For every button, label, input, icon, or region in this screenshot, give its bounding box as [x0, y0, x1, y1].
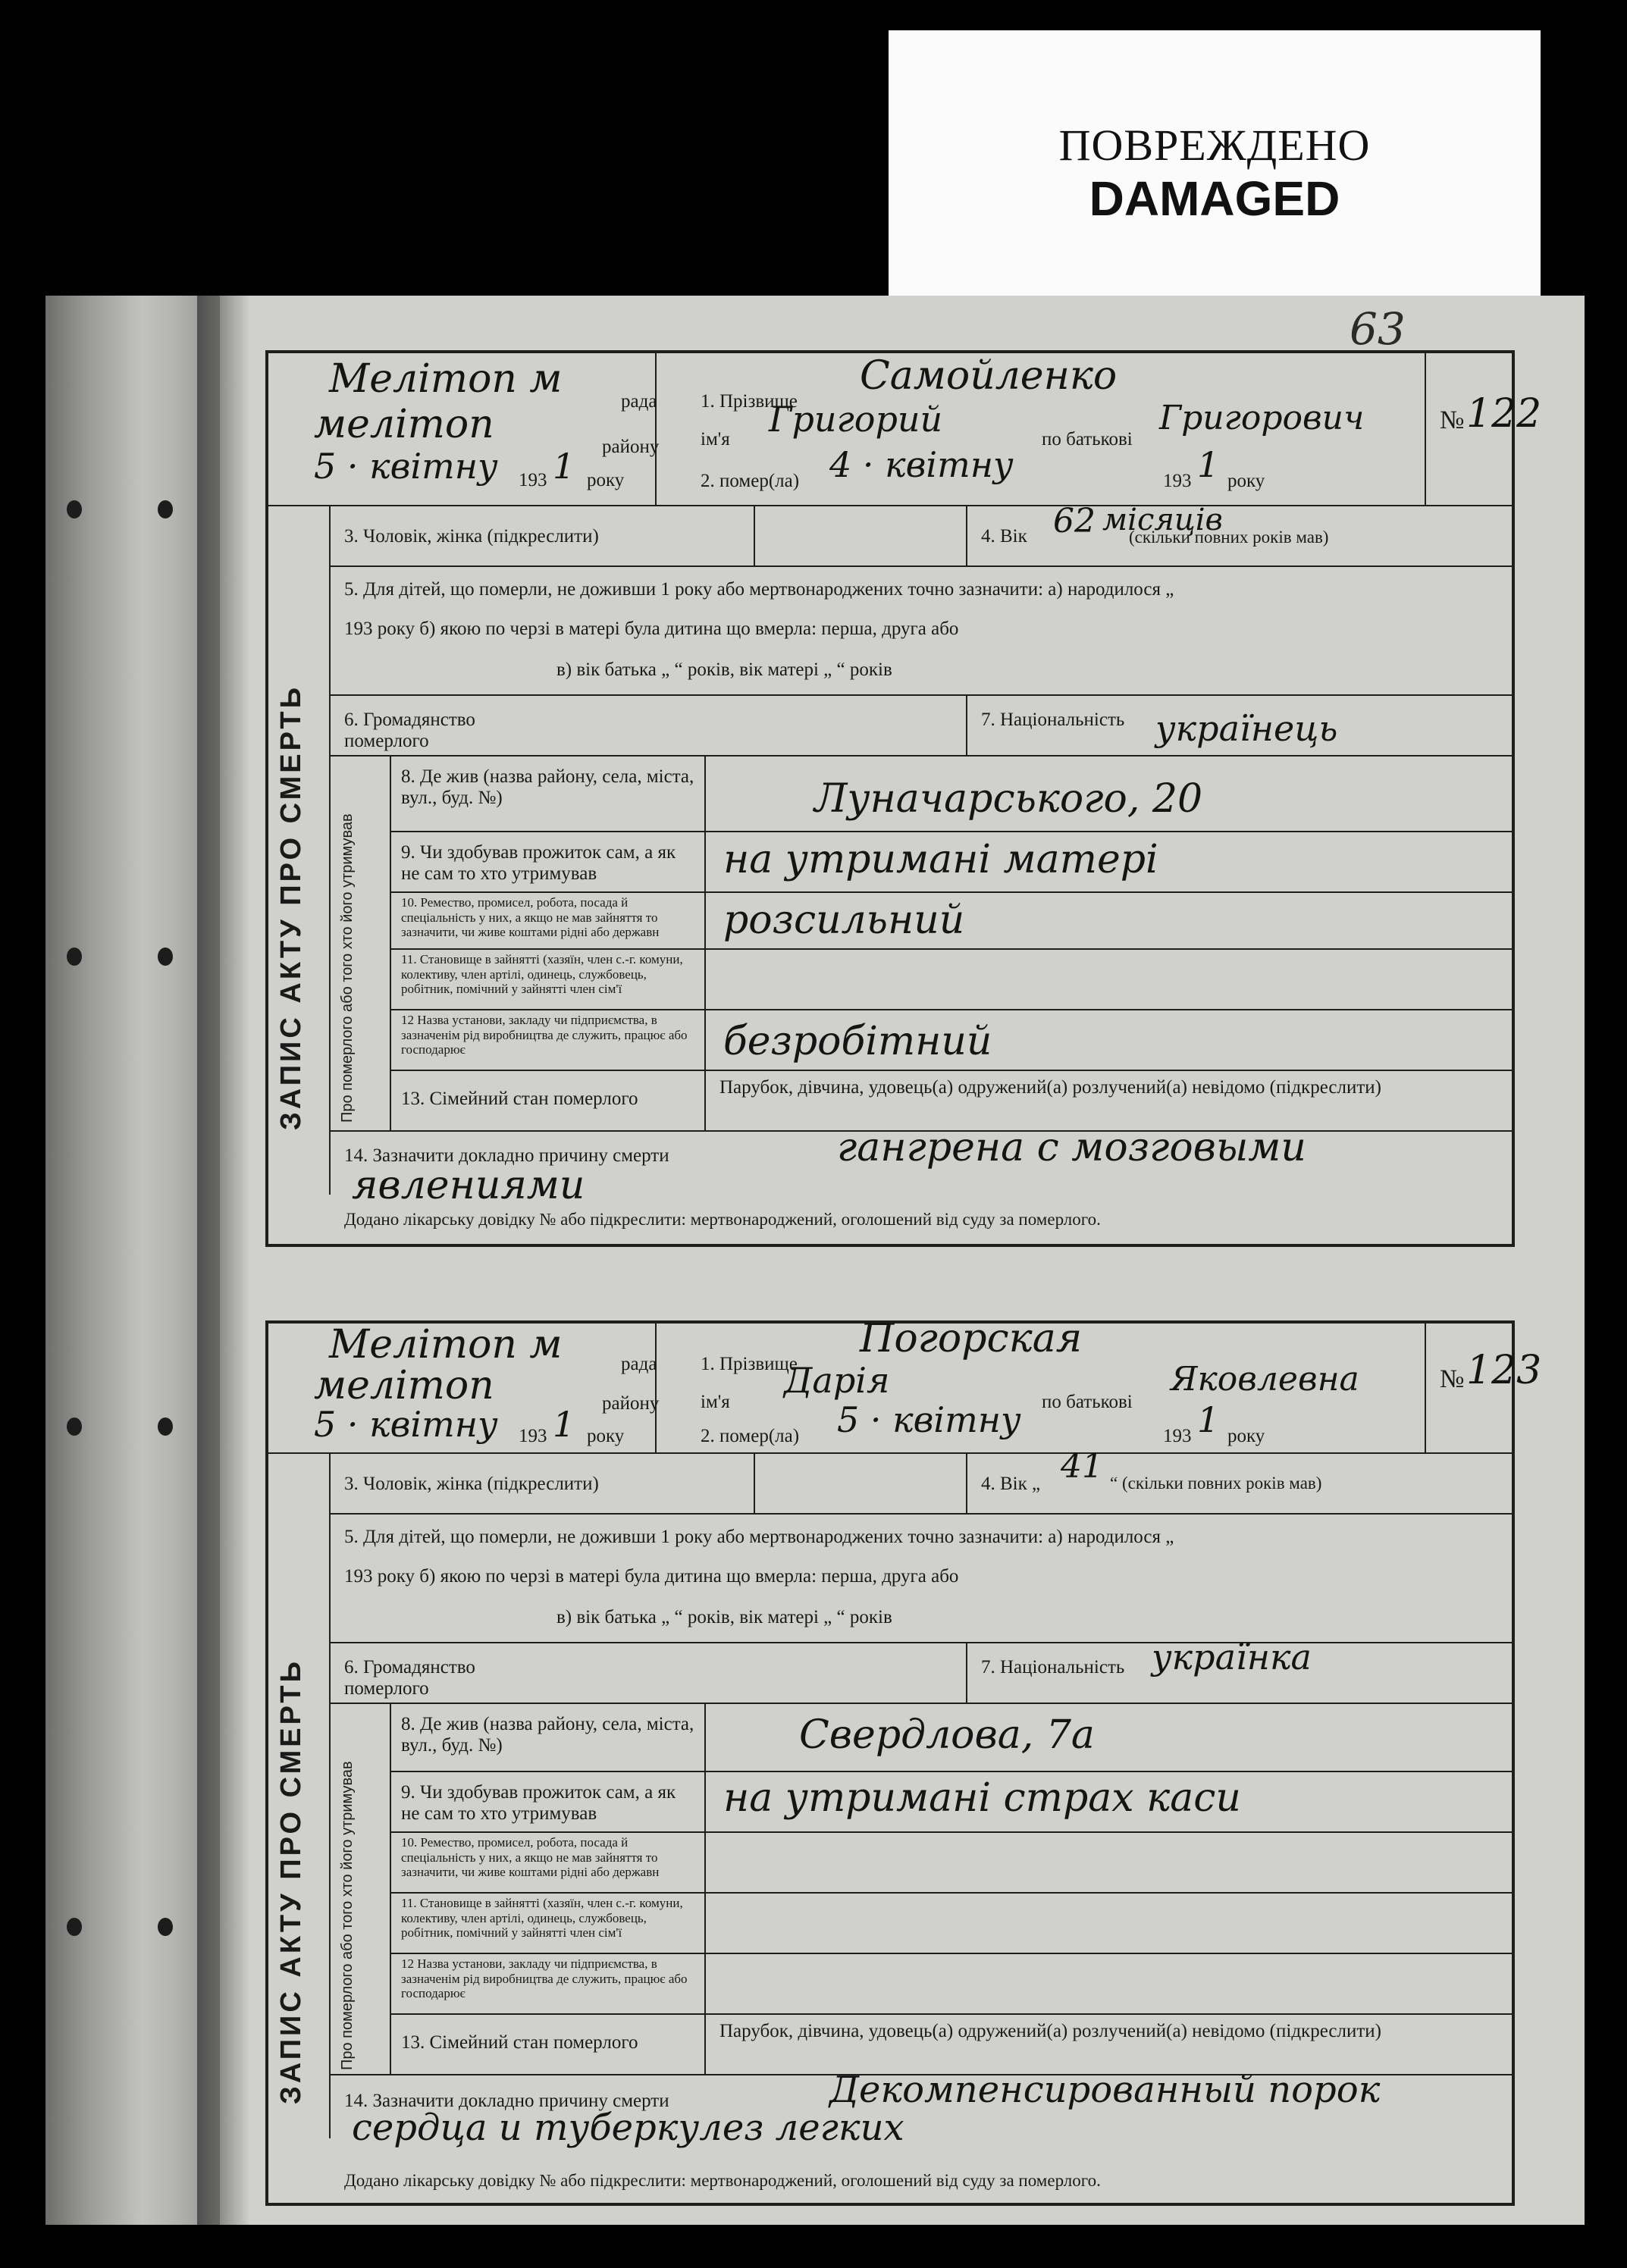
- death-date-label: 2. помер(ла): [701, 1426, 800, 1446]
- age-extra: місяців: [1102, 503, 1223, 537]
- nationality-value: українка: [1152, 1637, 1312, 1678]
- rayonu-value: мелітоп: [314, 402, 494, 447]
- rada-label: рада: [621, 391, 657, 412]
- surname-value: Погорская: [860, 1316, 1083, 1361]
- patronymic-value: Григорович: [1159, 399, 1365, 437]
- patronymic-label: по батькові: [1042, 1392, 1133, 1412]
- occupation-label: 10. Ремество, промисел, робота, посада й спеціальність у них, а якщо не мав зайняття то зазначити, чи живе коштами рідні або державн: [401, 895, 660, 940]
- workplace-label: 12 Назва установи, закладу чи підприємства, в зазначенім рід виробництва де служить, працює або господарює: [401, 1956, 688, 2001]
- field-infants-1: 5. Для дітей, що померли, не доживши 1 року або мертвонароджених точно зазначити: а) народилося „: [344, 579, 1174, 600]
- document-page: [45, 296, 1585, 2225]
- record-subtitle: Про померлого або того хто його утримував: [339, 1761, 356, 2070]
- number-label: №: [1440, 406, 1465, 434]
- death-year-digit: 1: [1197, 1399, 1220, 1440]
- age-suffix: (скільки повних років мав): [1129, 528, 1329, 547]
- name-label: ім'я: [701, 1392, 730, 1412]
- record-year-prefix: 193: [519, 1426, 547, 1446]
- cause-value-1: гангрена с мозговыми: [837, 1125, 1306, 1170]
- number-label: №: [1440, 1365, 1465, 1393]
- binding-hole: [158, 1918, 173, 1936]
- surname-label: 1. Прізвище: [701, 391, 798, 412]
- name-value: Григорий: [769, 399, 943, 440]
- rayonu-value: мелітоп: [314, 1363, 494, 1408]
- surname-value: Самойленко: [860, 353, 1118, 399]
- binding-hole: [158, 500, 173, 518]
- age-label: 4. Вік „: [981, 1474, 1041, 1494]
- residence-label: 8. Де жив (назва району, села, міста, вул., буд. №): [401, 766, 694, 808]
- field-infants-1: 5. Для дітей, що померли, не доживши 1 року або мертвонароджених точно зазначити: а) народилося „: [344, 1527, 1174, 1547]
- nationality-label: 7. Національність: [981, 1657, 1125, 1678]
- residence-value: Свердлова, 7а: [799, 1712, 1095, 1758]
- binding-hole: [67, 500, 82, 518]
- livelihood-label: 9. Чи здобував прожиток сам, а як не сам то хто утримував: [401, 1782, 676, 1824]
- folio-number: 63: [1350, 303, 1406, 355]
- binding-hole: [67, 948, 82, 966]
- death-year-prefix: 193: [1163, 471, 1192, 491]
- age-value: 62: [1053, 502, 1096, 540]
- binding-hole: [67, 1918, 82, 1936]
- death-record-form: [265, 350, 1542, 1247]
- rada-label: рада: [621, 1354, 657, 1374]
- record-year-digit: 1: [553, 1404, 575, 1445]
- field-infants-3: в) вік батька „ “ років, вік матері „ “ років: [556, 1607, 892, 1627]
- death-date-value: 4 · квітну: [829, 444, 1014, 485]
- record-number: 123: [1466, 1348, 1542, 1393]
- footer-note: Додано лікарську довідку № або підкреслити: мертвонароджений, оголошений від суду за померлого.: [344, 1210, 1101, 1229]
- record-title: ЗАПИС АКТУ ПРО СМЕРТЬ: [275, 684, 307, 1130]
- binding-hole: [67, 1418, 82, 1436]
- damaged-label-ua: ПОВРЕЖДЕНО: [1058, 121, 1371, 170]
- record-date-value: 5 · квітну: [314, 446, 498, 487]
- record-year-prefix: 193: [519, 470, 547, 490]
- binding-hole: [158, 1418, 173, 1436]
- field-sex: 3. Чоловік, жінка (підкреслити): [344, 526, 599, 547]
- record-subtitle: Про померлого або того хто його утримував: [339, 813, 356, 1123]
- age-label: 4. Вік: [981, 526, 1027, 547]
- marital-options: Парубок, дівчина, удовець(а) одружений(а) розлучений(а) невідомо (підкреслити): [719, 2021, 1381, 2041]
- cause-value-1: Декомпенсированный порок: [829, 2069, 1381, 2111]
- age-value: 41: [1061, 1447, 1103, 1486]
- cause-label: 14. Зазначити докладно причину смерти: [344, 1145, 669, 1166]
- patronymic-value: Яковлевна: [1171, 1360, 1359, 1399]
- occupation-label: 10. Ремество, промисел, робота, посада й спеціальність у них, а якщо не мав зайняття то зазначити, чи живе коштами рідні або державн: [401, 1835, 660, 1880]
- field-sex: 3. Чоловік, жінка (підкреслити): [344, 1474, 599, 1494]
- citizenship-label: 6. Громадянство померлого: [344, 1657, 475, 1699]
- livelihood-value: на утримані страх каси: [723, 1775, 1241, 1821]
- field-infants-3: в) вік батька „ “ років, вік матері „ “ років: [556, 659, 892, 680]
- nationality-label: 7. Національність: [981, 710, 1125, 730]
- surname-label: 1. Прізвище: [701, 1354, 798, 1374]
- cause-value-2: сердца и туберкулез легких: [352, 2107, 904, 2149]
- workplace-label: 12 Назва установи, закладу чи підприємства, в зазначенім рід виробництва де служить, працює або господарює: [401, 1013, 688, 1057]
- livelihood-value: на утримані матері: [723, 837, 1158, 882]
- death-record-form: [265, 1316, 1542, 2206]
- age-suffix: “ (скільки повних років мав): [1110, 1474, 1322, 1493]
- death-date-value: 5 · квітну: [837, 1399, 1021, 1440]
- rada-value: Мелітоп м: [329, 1322, 563, 1367]
- occupation-value: розсильний: [723, 897, 965, 943]
- death-year-suffix: року: [1227, 471, 1265, 491]
- death-year-digit: 1: [1197, 444, 1220, 485]
- residence-label: 8. Де жив (назва району, села, міста, вул., буд. №): [401, 1714, 694, 1756]
- binding-hole: [158, 948, 173, 966]
- damaged-label-en: DAMAGED: [1089, 171, 1340, 226]
- name-value: Дарія: [784, 1360, 890, 1401]
- rayonu-label: району: [602, 437, 660, 457]
- footer-note: Додано лікарську довідку № або підкреслити: мертвонароджений, оголошений від суду за померлого.: [344, 2171, 1101, 2190]
- death-date-label: 2. помер(ла): [701, 471, 800, 491]
- marital-label: 13. Сімейний стан померлого: [401, 1089, 638, 1109]
- patronymic-label: по батькові: [1042, 429, 1133, 450]
- nationality-value: українець: [1155, 708, 1338, 749]
- death-year-suffix: року: [1227, 1426, 1265, 1446]
- death-year-prefix: 193: [1163, 1426, 1192, 1446]
- record-year-suffix: року: [587, 1426, 625, 1446]
- name-label: ім'я: [701, 429, 730, 450]
- record-date-value: 5 · квітну: [314, 1404, 498, 1445]
- rada-value: Мелітоп м: [329, 356, 563, 402]
- employment-status-label: 11. Становище в зайнятті (хазяїн, член с.-г. комуни, колективу, член артілі, одинець, службовець, робітник, помічний у зайнятті член сім'ї: [401, 1896, 683, 1941]
- field-infants-2: 193 року б) якою по черзі в матері була дитина що вмерла: перша, друга або: [344, 1566, 959, 1587]
- record-number: 122: [1466, 391, 1542, 437]
- marital-label: 13. Сімейний стан померлого: [401, 2032, 638, 2053]
- employment-status-label: 11. Становище в зайнятті (хазяїн, член с.-г. комуни, колективу, член артілі, одинець, службовець, робітник, помічний у зайнятті член сім'ї: [401, 952, 683, 997]
- workplace-value: безробітний: [723, 1019, 992, 1064]
- marital-options: Парубок, дівчина, удовець(а) одружений(а) розлучений(а) невідомо (підкреслити): [719, 1077, 1381, 1098]
- cause-value-2: явлениями: [352, 1163, 585, 1208]
- residence-value: Луначарського, 20: [814, 776, 1203, 822]
- record-year-suffix: року: [587, 470, 625, 490]
- record-title: ЗАПИС АКТУ ПРО СМЕРТЬ: [275, 1659, 307, 2104]
- binding-shadow: [197, 296, 250, 2225]
- field-infants-2: 193 року б) якою по черзі в матері була дитина що вмерла: перша, друга або: [344, 619, 959, 639]
- record-year-digit: 1: [553, 446, 575, 487]
- cause-label: 14. Зазначити докладно причину смерти: [344, 2091, 669, 2111]
- citizenship-label: 6. Громадянство померлого: [344, 710, 475, 751]
- livelihood-label: 9. Чи здобував прожиток сам, а як не сам то хто утримував: [401, 842, 676, 884]
- rayonu-label: району: [602, 1393, 660, 1414]
- damaged-label: [889, 30, 1541, 303]
